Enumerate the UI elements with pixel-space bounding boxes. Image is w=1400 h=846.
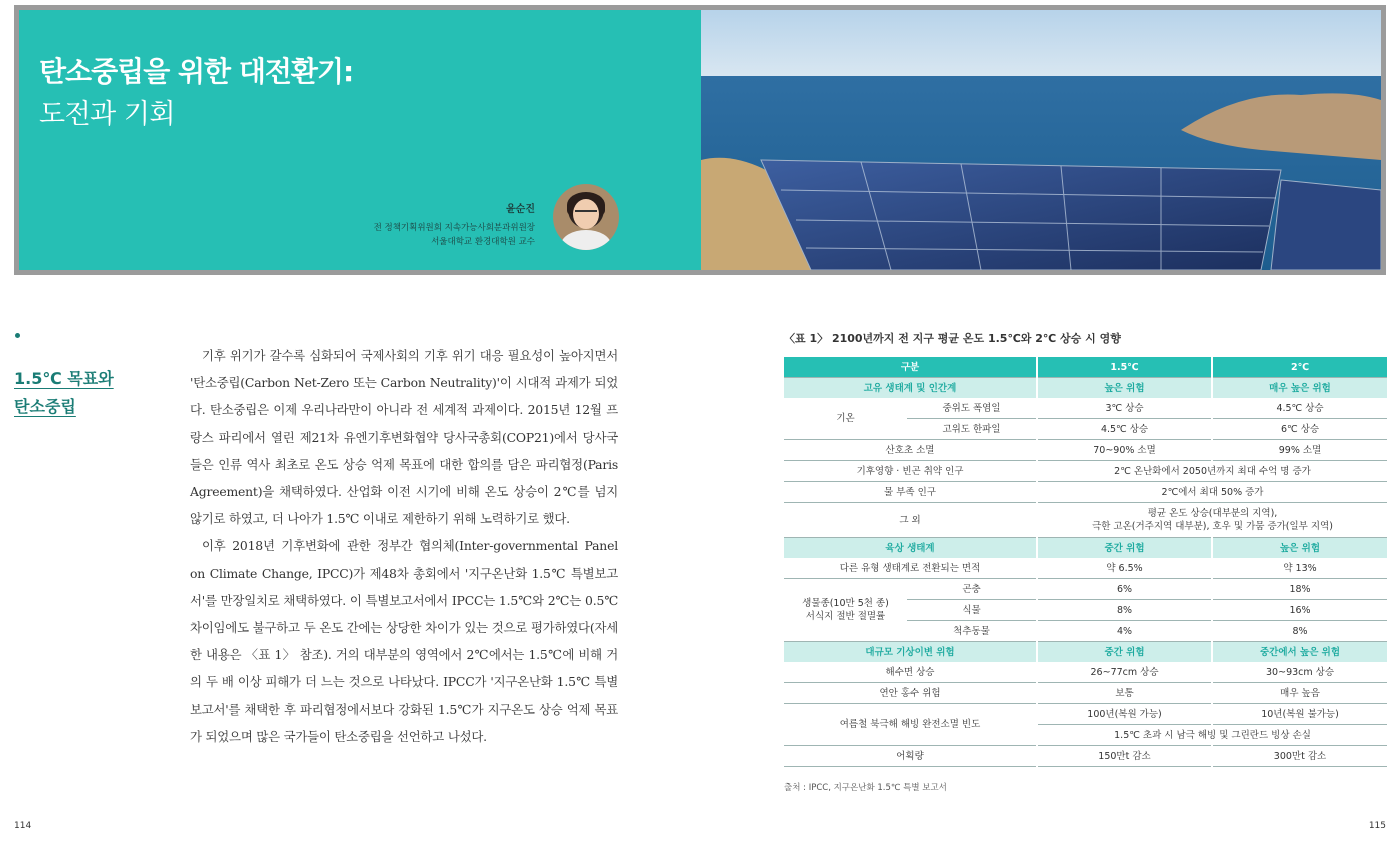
title-panel [19, 10, 701, 270]
table-row: 연안 홍수 위험 보통 매우 높음 [784, 683, 1387, 704]
table-row: 고위도 한파일 4.5℃ 상승 6℃ 상승 [784, 419, 1387, 440]
table-header-row [784, 357, 1387, 378]
header-2: 2℃ [1212, 357, 1387, 378]
category-row: 육상 생태계 중간 위험 높은 위험 [784, 538, 1387, 559]
table-row: 식물 8% 16% [784, 600, 1387, 621]
header-1-5: 1.5℃ [1037, 357, 1212, 378]
table-row: 해수면 상승 26~77cm 상승 30~93cm 상승 [784, 662, 1387, 683]
article-subtitle: 도전과 기회 [39, 99, 175, 130]
article-title: 탄소중립을 위한 대전환기: [39, 55, 354, 88]
table-row: 다른 유형 생태계로 전환되는 면적 약 6.5% 약 13% [784, 558, 1387, 579]
body-paragraph-1: 기후 위기가 갈수록 심화되어 국제사회의 기후 위기 대응 필요성이 높아지면서 '탄소중립(Carbon Net-Zero 또는 Carbon Neutrality)'이 시대적 과제가 되었다. 탄소중립은 이제 우리나라만이 아니라 전 세계적 과제이다. 2015년 12월 프랑스 파리에서 열린 제21차 유엔기후변화협약 당사국총회(COP21)에서 당사국들은 인류 역사 최초로 온도 상승 억제 목표에 대한 합의를 담은 파리협정(Paris Agreement)을 채택하였다. 산업화 이전 시기에 비해 온도 상승이 2℃를 넘지 않기로 하였고, 더 나아가 1.5℃ 이내로 제한하기 위해 노력하기로 했다. [190, 348, 618, 527]
table-row: 산호초 소멸 70~90% 소멸 99% 소멸 [784, 440, 1387, 461]
table-row: 기후영향 · 빈곤 취약 인구 2℃ 온난화에서 2050년까지 최대 수억 명 증가 [784, 461, 1387, 482]
author-role-1: 전 정책기획위원회 지속가능사회분과위원장 [373, 223, 535, 233]
table-caption: 〈표 1〉 2100년까지 전 지구 평균 온도 1.5℃와 2℃ 상승 시 영향 [784, 332, 1121, 345]
author-info [374, 200, 535, 249]
table-row: 생물종(10만 5천 종) 서식지 절반 절멸률 곤충 6% 18% [784, 579, 1387, 600]
impact-table [784, 357, 1387, 767]
author-role-2: 서울대학교 환경대학원 교수 [431, 237, 535, 247]
author-name: 윤순진 [506, 204, 535, 215]
header-category: 구분 [784, 357, 1037, 378]
section-heading-line1: 1.5℃ 목표와 [14, 369, 114, 388]
solar-panel-photo [701, 10, 1381, 270]
category-row: 대규모 기상이변 위험 중간 위험 중간에서 높은 위험 [784, 642, 1387, 663]
body-paragraph-2: 이후 2018년 기후변화에 관한 정부간 협의체(Inter-governmental Panel on Climate Change, IPCC)가 제48차 총회에서 '지구온난화 1.5℃ 특별보고서'를 만장일치로 채택하였다. 이 특별보고서에서 IPCC는 1.5℃와 2℃는 0.5℃ 차이임에도 불구하고 두 온도 간에는 상당한 차이가 있는 것으로 평가하였다(자세한 내용은 〈표 1〉 참조). 거의 대부분의 영역에서 2℃에서는 1.5℃에 비해 거의 두 배 이상 피해가 더 느는 것으로 나타났다. IPCC가 '지구온난화 1.5℃ 특별보고서'를 채택한 후 파리협정에서보다 강화된 1.5℃가 지구온도 상승 억제 목표가 되었으며 많은 국가들이 탄소중립을 선언하고 나섰다. [190, 538, 618, 744]
article-body [190, 342, 618, 750]
category-row: 고유 생태계 및 인간계 높은 위험 매우 높은 위험 [784, 378, 1387, 399]
author-avatar [553, 184, 619, 250]
header-banner [14, 5, 1386, 275]
table-row: 기온 중위도 폭염일 3℃ 상승 4.5℃ 상승 [784, 398, 1387, 419]
table-row: 그 외 평균 온도 상승(대부분의 지역), 극한 고온(거주지역 대부분), 호우 및 가뭄 증가(일부 지역) [784, 503, 1387, 538]
table-source: 출처 : IPCC, 지구온난화 1.5℃ 특별 보고서 [784, 783, 947, 793]
section-heading-line2: 탄소중립 [14, 397, 76, 416]
table-row: 물 부족 인구 2℃에서 최대 50% 증가 [784, 482, 1387, 503]
page-number-left: 114 [14, 821, 32, 831]
page-number-right: 115 [1368, 821, 1386, 831]
table-row: 척추동물 4% 8% [784, 621, 1387, 642]
section-heading [14, 365, 124, 421]
bullet-dot-icon [15, 333, 20, 338]
table-row: 1.5℃ 초과 시 남극 해빙 및 그린란드 빙상 손실 [784, 725, 1387, 746]
table-row: 여름철 북극해 해빙 완전소멸 빈도 100년(복원 가능) 10년(복원 불가능) [784, 704, 1387, 725]
table-row: 어획량 150만t 감소 300만t 감소 [784, 746, 1387, 767]
